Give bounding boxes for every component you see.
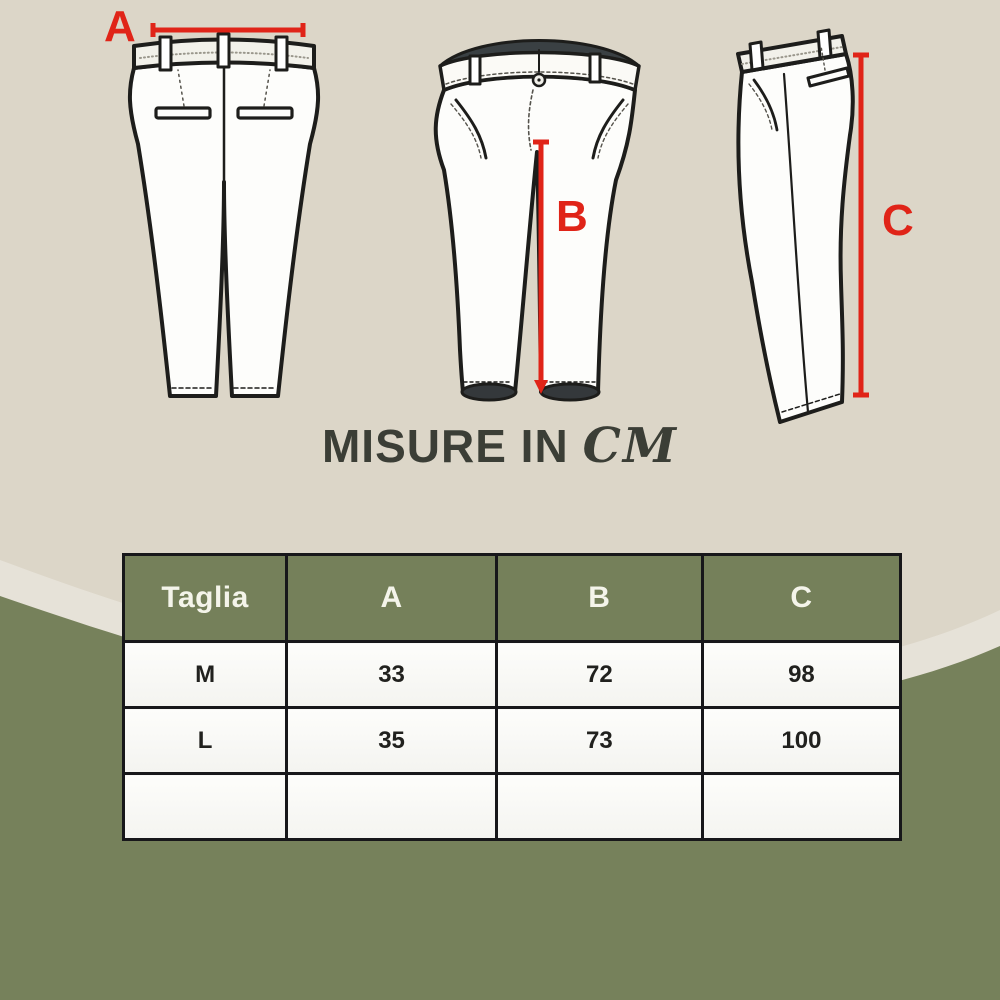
pants-side-view-illustration: [720, 20, 880, 435]
cell-a: 35: [287, 708, 497, 774]
table-row-l: [124, 708, 901, 774]
header-cell-b: B: [496, 555, 702, 642]
cell-a: 33: [287, 642, 497, 708]
belt-loop: [470, 56, 480, 84]
cell-b: 72: [496, 642, 702, 708]
leg-opening: [541, 384, 599, 400]
cell-c: 100: [702, 708, 900, 774]
measure-label-b: B: [556, 192, 588, 241]
cell-size: L: [124, 708, 287, 774]
pants-back-view-illustration: [124, 20, 324, 402]
cell-size: [124, 774, 287, 840]
belt-loop: [590, 54, 600, 82]
belt-loop: [818, 30, 831, 58]
title-main-text: MISURE IN: [321, 420, 569, 472]
belt-loop: [750, 42, 763, 70]
measure-label-c: C: [882, 196, 914, 245]
leg-opening: [462, 384, 516, 400]
pants-front-view-illustration: [420, 20, 655, 408]
size-table: [122, 553, 902, 841]
table-row-empty: [124, 774, 901, 840]
cell-c: [702, 774, 900, 840]
belt-loop: [160, 37, 171, 70]
welt-pocket: [238, 108, 292, 118]
header-cell-a: A: [287, 555, 497, 642]
belt-loop: [276, 37, 287, 70]
cell-b: [496, 774, 702, 840]
header-cell-c: C: [702, 555, 900, 642]
welt-pocket: [156, 108, 210, 118]
header-cell-taglia: Taglia: [124, 555, 287, 642]
cell-size: M: [124, 642, 287, 708]
measure-label-a: A: [104, 2, 136, 51]
table-row-m: [124, 642, 901, 708]
cell-a: [287, 774, 497, 840]
cell-b: 73: [496, 708, 702, 774]
belt-loop: [218, 34, 229, 67]
cell-c: 98: [702, 642, 900, 708]
page-title: [0, 418, 1000, 478]
title-unit-text: CM: [582, 418, 679, 474]
size-table-header-row: [124, 555, 901, 642]
measure-arrow-c: [853, 55, 869, 395]
